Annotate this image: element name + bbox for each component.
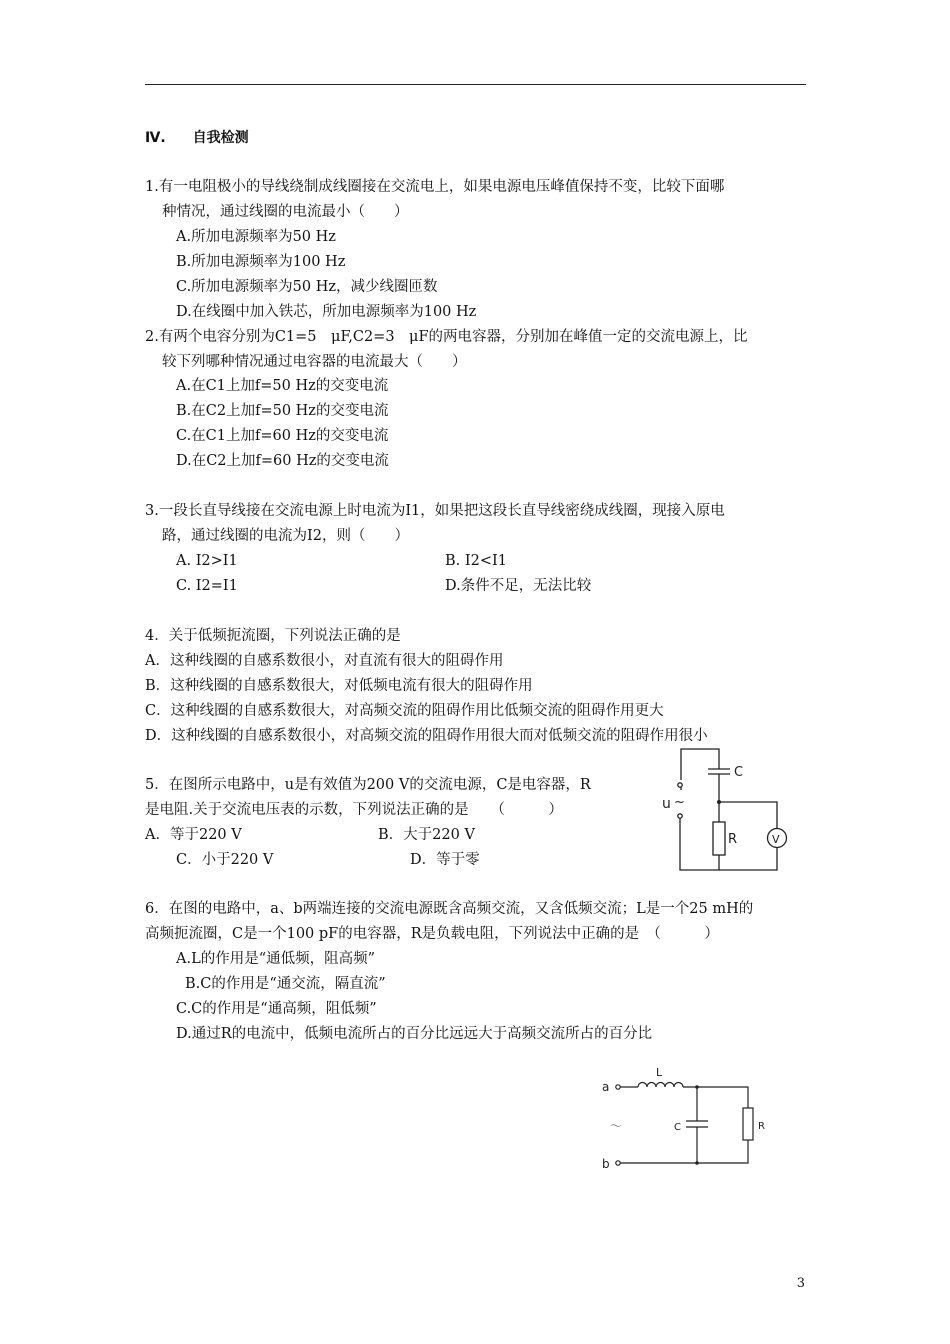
q6-fig-c-label: C [674,1122,681,1133]
q1-option-b: B.所加电源频率为100 Hz [176,254,346,270]
q2-stem-line1: 2.有两个电容分别为C1=5 μF,C2=3 μF的两电容器，分别加在峰值一定的交流电源上，比 [145,329,748,345]
q5-option-b: B．大于220 V [378,827,475,843]
q2-option-c: C.在C1上加f=60 Hz的交变电流 [176,428,389,444]
q4-stem: 4．关于低频扼流圈，下列说法正确的是 [145,628,401,644]
q5-stem-line2: 是电阻.关于交流电压表的示数，下列说法正确的是 （ ） [145,802,563,818]
q4-option-b: B．这种线圈的自感系数很大，对低频电流有很大的阻碍作用 [145,678,533,694]
q5-option-d: D．等于零 [410,852,480,868]
q6-option-d: D.通过R的电流中，低频电流所占的百分比远远大于高频交流所占的百分比 [176,1026,653,1042]
section-title: 自我检测 [192,130,249,146]
q5-circuit-diagram [650,744,805,874]
section-heading [145,128,249,148]
q6-stem-line1: 6．在图的电路中，a、b两端连接的交流电源既含高频交流，又含低频交流；L是一个25 mH的 [145,901,754,917]
q1-stem-line2: 种情况，通过线圈的电流最小（ ） [162,204,409,220]
q2-stem-line2: 较下列哪种情况通过电容器的电流最大（ ） [162,354,467,370]
q6-fig-tilde: ～ [610,1119,623,1133]
q4-option-d: D．这种线圈的自感系数很小，对高频交流的阻碍作用很大而对低频交流的阻碍作用很小 [145,728,708,744]
q6-circuit-diagram [590,1060,770,1175]
q4-option-c: C．这种线圈的自感系数很大，对高频交流的阻碍作用比低频交流的阻碍作用更大 [145,703,664,719]
q3-option-a: A. I2>I1 [176,553,238,569]
q5-option-a: A．等于220 V [145,827,242,843]
q5-fig-r-label: R [728,832,738,847]
q6-fig-l-label: L [656,1066,663,1079]
q6-stem-line2: 高频扼流圈，C是一个100 pF的电容器，R是负载电阻，下列说法中正确的是 （ ） [145,926,719,942]
q6-fig-a-label: a [602,1080,610,1094]
q1-option-a: A.所加电源频率为50 Hz [176,229,336,245]
q3-option-d: D.条件不足，无法比较 [445,578,592,594]
q2-option-d: D.在C2上加f=60 Hz的交变电流 [176,453,389,469]
q3-stem-line2: 路，通过线圈的电流为I2，则（ ） [162,528,409,544]
q5-fig-c-label: C [734,765,744,780]
q1-option-c: C.所加电源频率为50 Hz，减少线圈匝数 [176,279,438,295]
q5-fig-v-label: V [772,833,780,846]
q5-fig-u-label: u [662,796,671,812]
q6-fig-b-label: b [602,1157,610,1171]
q5-stem-line1: 5．在图所示电路中，u是有效值为200 V的交流电源，C是电容器，R [145,777,591,793]
q2-option-a: A.在C1上加f=50 Hz的交变电流 [176,378,389,394]
q3-option-b: B. I2<I1 [445,553,507,569]
q5-option-c: C．小于220 V [176,852,274,868]
section-numeral: Ⅳ. [145,130,166,146]
q1-option-d: D.在线圈中加入铁芯，所加电源频率为100 Hz [176,304,477,320]
q6-fig-r-label: R [758,1121,765,1132]
page-number: 3 [796,1276,805,1291]
q6-option-c: C.C的作用是“通高频，阻低频” [176,1001,377,1017]
header-rule [145,84,806,85]
q2-option-b: B.在C2上加f=50 Hz的交变电流 [176,403,389,419]
q1-stem-line1: 1.有一电阻极小的导线绕制成线圈接在交流电上，如果电源电压峰值保持不变，比较下面哪 [145,179,725,195]
q3-stem-line1: 3.一段长直导线接在交流电源上时电流为I1，如果把这段长直导线密绕成线圈，现接入原电 [145,503,725,519]
q6-option-b: B.C的作用是“通交流，隔直流” [185,976,386,992]
q5-fig-tilde: ~ [674,795,685,810]
q3-option-c: C. I2=I1 [176,578,238,594]
q6-option-a: A.L的作用是“通低频，阻高频” [176,951,376,967]
q4-option-a: A．这种线圈的自感系数很小，对直流有很大的阻碍作用 [145,653,504,669]
